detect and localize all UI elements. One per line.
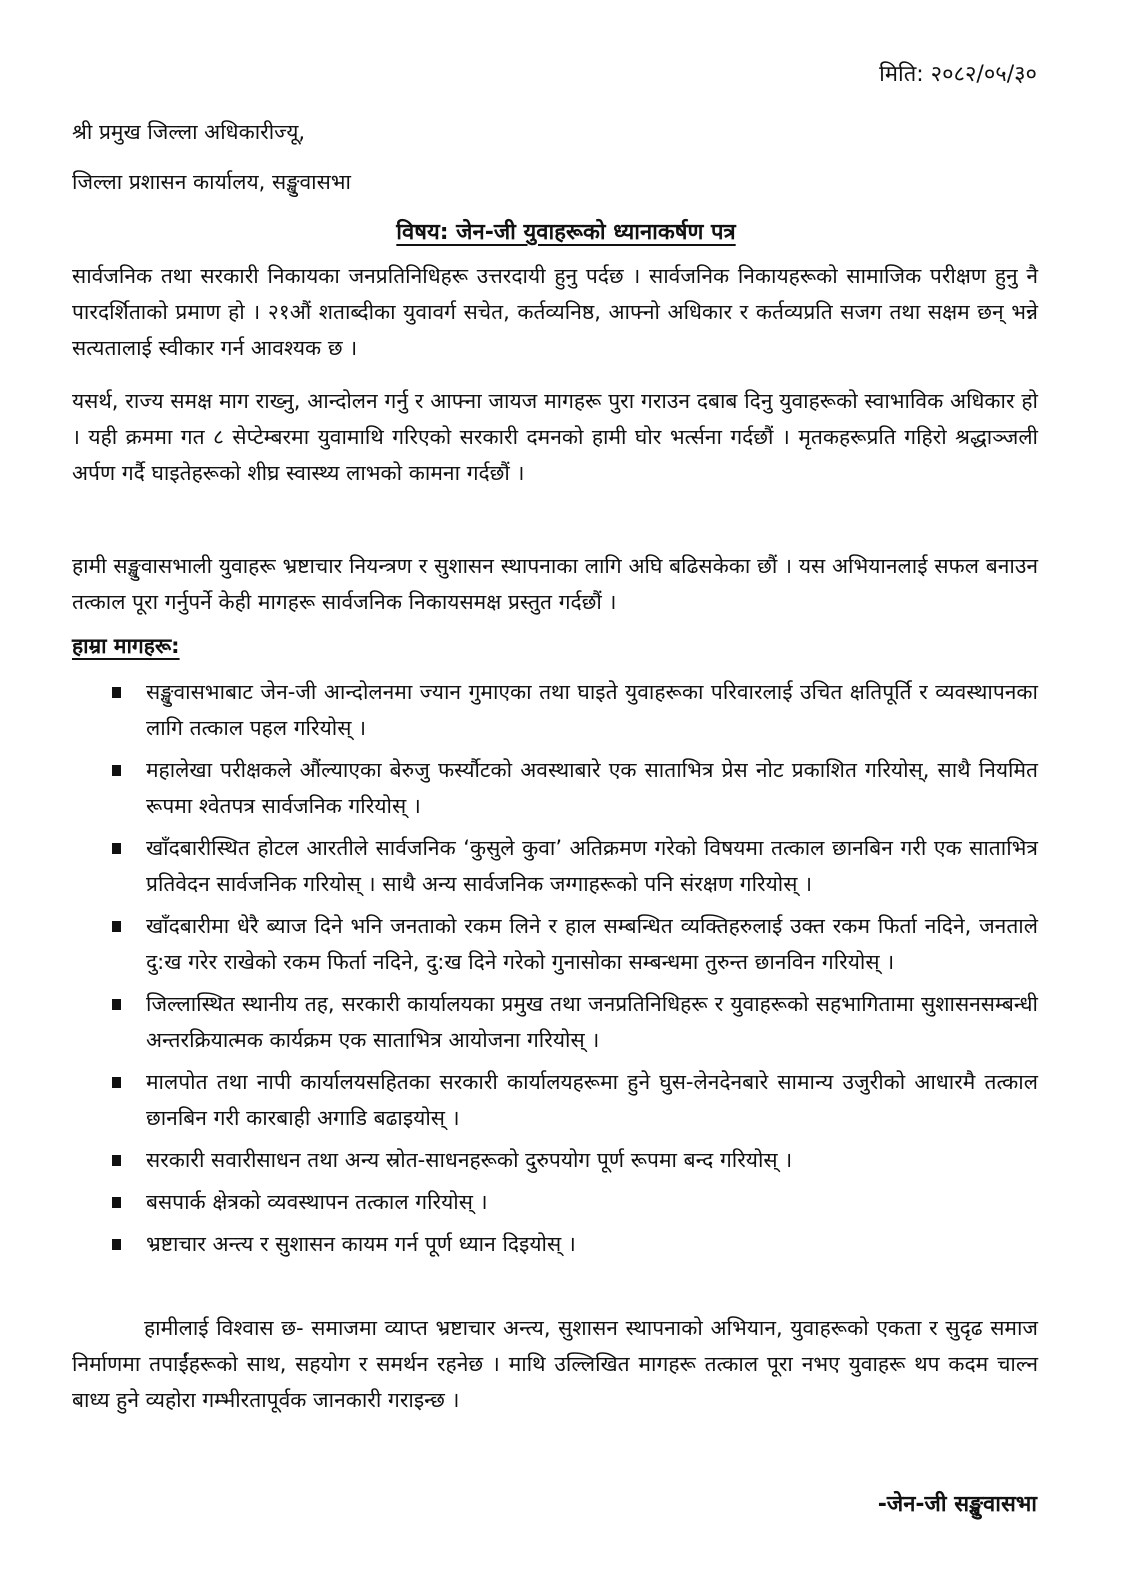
addressee-title: श्री प्रमुख जिल्ला अधिकारीज्यू, — [72, 120, 306, 144]
demand-text: खाँदबारीमा धेरै ब्याज दिने भनि जनताको रकम लिने र हाल सम्बन्धित व्यक्तिहरुलाई उक्त रकम फिर्ता नदिने, जनताले दु:ख गरेर राखेको रकम फिर्ता नदिने, दु:ख दिने गरेको गुनासोका सम्बन्धमा तुरुन्त छानविन गरियोस् । — [146, 914, 1038, 974]
demand-text: मालपोत तथा नापी कार्यालयसहितका सरकारी कार्यालयहरूमा हुने घुस-लेनदेनबारे सामान्य उजुरीको आधारमै तत्काल छानबिन गरी कारबाही अगाडि बढाइयोस् । — [146, 1070, 1038, 1130]
demand-item — [108, 986, 1038, 1058]
demand-item — [108, 830, 1038, 902]
demand-text: खाँदबारीस्थित होटल आरतीले सार्वजनिक ‘कुसुले कुवा’ अतिक्रमण गरेको विषयमा तत्काल छानबिन गरी एक साताभित्र प्रतिवेदन सार्वजनिक गरियोस् । साथै अन्य सार्वजनिक जग्गाहरूको पनि संरक्षण गरियोस् । — [146, 836, 1038, 896]
demand-item — [108, 1226, 1038, 1262]
square-bullet-icon — [112, 843, 121, 854]
subject-text: विषय: जेन-जी युवाहरूको ध्यानाकर्षण पत्र — [396, 220, 736, 245]
addressee-office: जिल्ला प्रशासन कार्यालय, सङ्खुवासभा — [72, 170, 351, 194]
square-bullet-icon — [112, 1077, 121, 1088]
body-paragraph-1: सार्वजनिक तथा सरकारी निकायका जनप्रतिनिधिहरू उत्तरदायी हुनु पर्दछ । सार्वजनिक निकायहरूको सामाजिक परीक्षण हुनु नै पारदर्शिताको प्रमाण हो । २१औं शताब्दीका युवावर्ग सचेत, कर्तव्यनिष्ठ, आफ्नो अधिकार र कर्तव्यप्रति सजग तथा सक्षम छन् भन्ने सत्यतालाई स्वीकार गर्न आवश्यक छ । — [72, 264, 1038, 360]
signature: -जेन-जी सङ्खुवासभा — [877, 1492, 1037, 1517]
demands-heading: हाम्रा मागहरू: — [72, 634, 180, 658]
demand-text: सङ्खुवासभाबाट जेन-जी आन्दोलनमा ज्यान गुमाएका तथा घाइते युवाहरूका परिवारलाई उचित क्षतिपूर्ति र व्यवस्थापनका लागि तत्काल पहल गरियोस् । — [146, 680, 1038, 740]
demand-text: बसपार्क क्षेत्रको व्यवस्थापन तत्काल गरियोस् । — [146, 1190, 488, 1214]
demand-text: भ्रष्टाचार अन्त्य र सुशासन कायम गर्न पूर्ण ध्यान दिइयोस् । — [146, 1232, 576, 1256]
square-bullet-icon — [112, 1197, 121, 1208]
square-bullet-icon — [112, 765, 121, 776]
demand-text: महालेखा परीक्षकले औंल्याएका बेरुजु फर्स्यौटको अवस्थाबारे एक साताभित्र प्रेस नोट प्रकाशित गरियोस्, साथै नियमित रूपमा श्वेतपत्र सार्वजनिक गरियोस् । — [146, 758, 1038, 818]
demand-item — [108, 752, 1038, 824]
square-bullet-icon — [112, 687, 121, 698]
demand-text: जिल्लास्थित स्थानीय तह, सरकारी कार्यालयका प्रमुख तथा जनप्रतिनिधिहरू र युवाहरूको सहभागितामा सुशासनसम्बन्धी अन्तरक्रियात्मक कार्यक्रम एक साताभित्र आयोजना गरियोस् । — [146, 992, 1038, 1052]
demand-item — [108, 1184, 1038, 1220]
square-bullet-icon — [112, 999, 121, 1010]
demands-list — [108, 674, 1038, 1268]
square-bullet-icon — [112, 921, 121, 932]
demand-item — [108, 1064, 1038, 1136]
letter-date: मिति: २०८२/०५/३० — [879, 62, 1037, 87]
demand-item — [108, 1142, 1038, 1178]
subject-line — [0, 216, 1132, 246]
demand-item — [108, 908, 1038, 980]
square-bullet-icon — [112, 1155, 121, 1166]
demand-item — [108, 674, 1038, 746]
closing-paragraph: हामीलाई विश्वास छ- समाजमा व्याप्त भ्रष्टाचार अन्त्य, सुशासन स्थापनाको अभियान, युवाहरूको एकता र सुदृढ समाज निर्माणमा तपाईंहरूको साथ, सहयोग र समर्थन रहनेछ । माथि उल्लिखित मागहरू तत्काल पूरा नभए युवाहरू थप कदम चाल्न बाध्य हुने व्यहोरा गम्भीरतापूर्वक जानकारी गराइन्छ । — [72, 1316, 1038, 1412]
body-paragraph-2: यसर्थ, राज्य समक्ष माग राख्नु, आन्दोलन गर्नु र आफ्ना जायज मागहरू पुरा गराउन दबाब दिनु युवाहरूको स्वाभाविक अधिकार हो । यही क्रममा गत ८ सेप्टेम्बरमा युवामाथि गरिएको सरकारी दमनको हामी घोर भर्त्सना गर्दछौं । मृतकहरूप्रति गहिरो श्रद्धाञ्जली अर्पण गर्दै घाइतेहरूको शीघ्र स्वास्थ्य लाभको कामना गर्दछौं । — [72, 389, 1038, 485]
demand-text: सरकारी सवारीसाधन तथा अन्य स्रोत-साधनहरूको दुरुपयोग पूर्ण रूपमा बन्द गरियोस् । — [146, 1148, 793, 1172]
body-paragraph-3: हामी सङ्खुवासभाली युवाहरू भ्रष्टाचार नियन्त्रण र सुशासन स्थापनाका लागि अघि बढिसकेका छौं । यस अभियानलाई सफल बनाउन तत्काल पूरा गर्नुपर्ने केही मागहरू सार्वजनिक निकायसमक्ष प्रस्तुत गर्दछौं । — [72, 554, 1038, 614]
square-bullet-icon — [112, 1239, 121, 1250]
